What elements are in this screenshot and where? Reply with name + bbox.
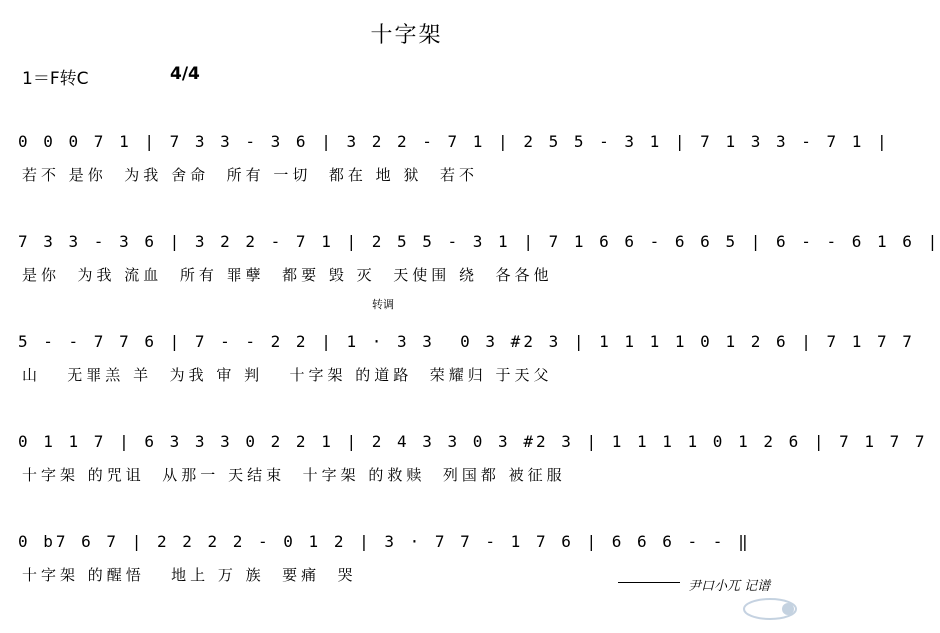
lyric-line: 山 无罪羔 羊 为我 审 判 十字架 的道路 荣耀归 于天父 xyxy=(22,366,553,384)
key-signature: 1＝F转C xyxy=(22,69,89,89)
score-row-1 xyxy=(0,132,890,212)
song-title: 十字架 xyxy=(370,23,443,48)
lyric-line: 十字架 的咒诅 从那一 天结束 十字架 的救赎 列国都 被征服 xyxy=(22,466,566,484)
lyric-line: 是你 为我 流血 所有 罪孽 都要 毁 灭 天使围 绕 各各他 xyxy=(22,266,553,284)
notation-line: 5 - - 7 7 6 | 7 - - 2 2 | 1 · 3 3 0 3 #2 3 | 1 1 1 1 0 1 2 6 | 7 1 7 7 xyxy=(18,332,915,351)
modulation-label: 转调 xyxy=(372,298,394,311)
notation-line: 0 b7 6 7 | 2 2 2 2 - 0 1 2 | 3 · 7 7 - 1 7 6 | 6 6 6 - - ‖ xyxy=(18,532,751,551)
lyric-line: 若不 是你 为我 舍命 所有 一切 都在 地 狱 若不 xyxy=(22,166,478,184)
score-row-2 xyxy=(0,232,940,312)
credit-rule xyxy=(618,582,680,583)
transcriber-credit: 尹口小兀 记谱 xyxy=(688,579,771,594)
notation-line: 7 3 3 - 3 6 | 3 2 2 - 7 1 | 2 5 5 - 3 1 | 7 1 6 6 - 6 6 5 | 6 - - 6 1 6 | xyxy=(18,232,940,251)
notation-line: 0 1 1 7 | 6 3 3 3 0 2 2 1 | 2 4 3 3 0 3 #2 3 | 1 1 1 1 0 1 2 6 | 7 1 7 7 xyxy=(18,432,928,451)
watermark-logo xyxy=(740,596,800,622)
notation-line: 0 0 0 7 1 | 7 3 3 - 3 6 | 3 2 2 - 7 1 | 2 5 5 - 3 1 | 7 1 3 3 - 7 1 | xyxy=(18,132,890,151)
score-row-4 xyxy=(0,432,928,512)
time-signature: 4/4 xyxy=(170,64,200,84)
score-row-3 xyxy=(0,332,915,412)
lyric-line: 十字架 的醒悟 地上 万 族 要痛 哭 xyxy=(22,566,357,584)
score-row-5 xyxy=(0,532,813,612)
